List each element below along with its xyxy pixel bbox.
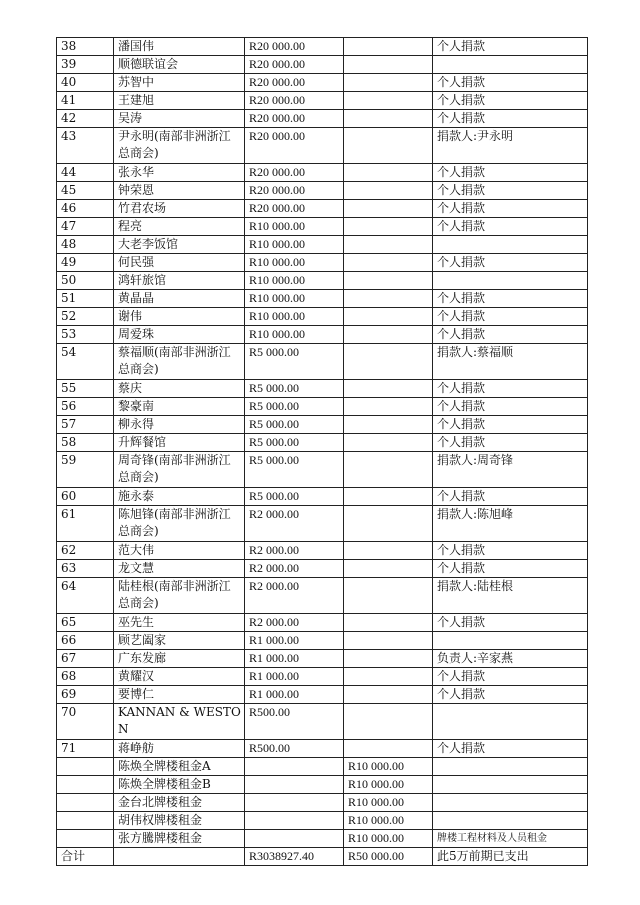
donor-name-cell: 广东发廊 [114, 650, 245, 668]
donation-amount-cell: R5 000.00 [245, 434, 344, 452]
donation-amount-cell: R5 000.00 [245, 398, 344, 416]
row-number-cell: 47 [57, 218, 114, 236]
rent-amount-cell [344, 290, 433, 308]
rent-amount-cell [344, 686, 433, 704]
donor-name-cell: 范大伟 [114, 542, 245, 560]
donor-name-cell: 鸿轩旅馆 [114, 272, 245, 290]
donor-name-cell: 黎豪南 [114, 398, 245, 416]
donor-name-cell [114, 848, 245, 866]
donor-name-cell: 周奇锋(南部非洲浙江总商会) [114, 452, 245, 488]
donor-name-cell: 张方騰牌楼租金 [114, 830, 245, 848]
table-row [57, 506, 588, 542]
row-number-cell: 60 [57, 488, 114, 506]
table-row [57, 776, 588, 794]
row-number-cell: 57 [57, 416, 114, 434]
table-row [57, 128, 588, 164]
remark-cell [433, 812, 588, 830]
donation-amount-cell: R10 000.00 [245, 236, 344, 254]
row-number-cell: 64 [57, 578, 114, 614]
table-row [57, 686, 588, 704]
table-row [57, 848, 588, 866]
table-row [57, 272, 588, 290]
rent-amount-cell [344, 92, 433, 110]
donor-name-cell: 张永华 [114, 164, 245, 182]
rent-amount-cell [344, 182, 433, 200]
donor-name-cell: 黄晶晶 [114, 290, 245, 308]
donor-name-cell: 柳永得 [114, 416, 245, 434]
remark-cell: 捐款人:蔡福顺 [433, 344, 588, 380]
row-number-cell: 54 [57, 344, 114, 380]
donation-amount-cell: R20 000.00 [245, 110, 344, 128]
table-row [57, 650, 588, 668]
table-row [57, 326, 588, 344]
rent-amount-cell [344, 236, 433, 254]
remark-cell: 个人捐款 [433, 92, 588, 110]
rent-amount-cell [344, 164, 433, 182]
remark-cell [433, 236, 588, 254]
donation-amount-cell: R1 000.00 [245, 686, 344, 704]
remark-cell: 个人捐款 [433, 614, 588, 632]
donation-amount-cell: R5 000.00 [245, 380, 344, 398]
table-row [57, 398, 588, 416]
donation-amount-cell: R2 000.00 [245, 542, 344, 560]
donation-amount-cell: R5 000.00 [245, 488, 344, 506]
rent-amount-cell [344, 416, 433, 434]
donor-name-cell: 蔡庆 [114, 380, 245, 398]
rent-amount-cell [344, 308, 433, 326]
table-row [57, 614, 588, 632]
rent-amount-cell [344, 650, 433, 668]
rent-amount-cell: R50 000.00 [344, 848, 433, 866]
donor-name-cell: 程亮 [114, 218, 245, 236]
table-row [57, 560, 588, 578]
row-number-cell: 65 [57, 614, 114, 632]
table-row [57, 758, 588, 776]
row-number-cell [57, 758, 114, 776]
donation-amount-cell: R1 000.00 [245, 668, 344, 686]
row-number-cell: 59 [57, 452, 114, 488]
remark-cell [433, 776, 588, 794]
rent-amount-cell [344, 74, 433, 92]
donation-amount-cell: R5 000.00 [245, 344, 344, 380]
donation-amount-cell: R10 000.00 [245, 272, 344, 290]
donation-amount-cell: R5 000.00 [245, 416, 344, 434]
rent-amount-cell: R10 000.00 [344, 812, 433, 830]
donation-amount-cell: R10 000.00 [245, 254, 344, 272]
donation-amount-cell: R1 000.00 [245, 650, 344, 668]
row-number-cell: 49 [57, 254, 114, 272]
rent-amount-cell: R10 000.00 [344, 830, 433, 848]
row-number-cell: 55 [57, 380, 114, 398]
donor-name-cell: 尹永明(南部非洲浙江总商会) [114, 128, 245, 164]
donation-amount-cell [245, 758, 344, 776]
rent-amount-cell [344, 578, 433, 614]
row-number-cell: 67 [57, 650, 114, 668]
row-number-cell: 51 [57, 290, 114, 308]
row-number-cell: 69 [57, 686, 114, 704]
remark-cell [433, 794, 588, 812]
row-number-cell: 44 [57, 164, 114, 182]
rent-amount-cell [344, 398, 433, 416]
row-number-cell: 38 [57, 38, 114, 56]
rent-amount-cell [344, 506, 433, 542]
table-row [57, 794, 588, 812]
table-row [57, 542, 588, 560]
donation-amount-cell: R500.00 [245, 704, 344, 740]
donation-amount-cell [245, 794, 344, 812]
table-row [57, 308, 588, 326]
donor-name-cell: 施永泰 [114, 488, 245, 506]
donation-table-body [57, 38, 588, 866]
rent-amount-cell [344, 200, 433, 218]
remark-cell [433, 272, 588, 290]
rent-amount-cell [344, 560, 433, 578]
row-number-cell: 52 [57, 308, 114, 326]
table-row [57, 740, 588, 758]
row-number-cell [57, 830, 114, 848]
row-number-cell [57, 794, 114, 812]
donor-name-cell: 蔡福顺(南部非洲浙江总商会) [114, 344, 245, 380]
row-number-cell: 63 [57, 560, 114, 578]
donor-name-cell: 龙文慧 [114, 560, 245, 578]
donor-name-cell: 胡伟权牌楼租金 [114, 812, 245, 830]
row-number-cell: 50 [57, 272, 114, 290]
table-row [57, 110, 588, 128]
remark-cell: 个人捐款 [433, 290, 588, 308]
rent-amount-cell [344, 218, 433, 236]
donation-amount-cell: R20 000.00 [245, 38, 344, 56]
donor-name-cell: 潘国伟 [114, 38, 245, 56]
donor-name-cell: 巫先生 [114, 614, 245, 632]
donation-amount-cell: R2 000.00 [245, 506, 344, 542]
donor-name-cell: KANNAN & WESTON [114, 704, 245, 740]
donation-amount-cell: R10 000.00 [245, 290, 344, 308]
remark-cell: 个人捐款 [433, 182, 588, 200]
row-number-cell: 56 [57, 398, 114, 416]
donor-name-cell: 吴涛 [114, 110, 245, 128]
donation-amount-cell: R5 000.00 [245, 452, 344, 488]
remark-cell: 捐款人:陆桂根 [433, 578, 588, 614]
row-number-cell: 61 [57, 506, 114, 542]
table-row [57, 578, 588, 614]
table-row [57, 380, 588, 398]
remark-cell [433, 758, 588, 776]
remark-cell: 个人捐款 [433, 74, 588, 92]
remark-cell: 个人捐款 [433, 254, 588, 272]
donation-amount-cell: R20 000.00 [245, 56, 344, 74]
remark-cell: 捐款人:尹永明 [433, 128, 588, 164]
remark-cell [433, 632, 588, 650]
rent-amount-cell [344, 704, 433, 740]
row-number-cell: 48 [57, 236, 114, 254]
remark-cell [433, 704, 588, 740]
donor-name-cell: 大老李饭馆 [114, 236, 245, 254]
donor-name-cell: 钟荣恩 [114, 182, 245, 200]
remark-cell: 牌楼工程材料及人员租金 [433, 830, 588, 848]
remark-cell: 个人捐款 [433, 740, 588, 758]
rent-amount-cell [344, 668, 433, 686]
donor-name-cell: 要博仁 [114, 686, 245, 704]
remark-cell: 捐款人:周奇锋 [433, 452, 588, 488]
rent-amount-cell: R10 000.00 [344, 758, 433, 776]
row-number-cell [57, 776, 114, 794]
rent-amount-cell [344, 488, 433, 506]
donor-name-cell: 顺德联谊会 [114, 56, 245, 74]
remark-cell: 个人捐款 [433, 668, 588, 686]
table-row [57, 218, 588, 236]
table-row [57, 56, 588, 74]
remark-cell: 个人捐款 [433, 560, 588, 578]
donation-amount-cell: R2 000.00 [245, 578, 344, 614]
rent-amount-cell [344, 38, 433, 56]
table-row [57, 416, 588, 434]
donation-amount-cell: R20 000.00 [245, 164, 344, 182]
donation-amount-cell: R2 000.00 [245, 560, 344, 578]
rent-amount-cell [344, 326, 433, 344]
donor-name-cell: 金台北牌楼租金 [114, 794, 245, 812]
rent-amount-cell [344, 110, 433, 128]
donation-amount-cell: R10 000.00 [245, 326, 344, 344]
donor-name-cell: 苏智中 [114, 74, 245, 92]
donation-amount-cell: R500.00 [245, 740, 344, 758]
donor-name-cell: 王建旭 [114, 92, 245, 110]
rent-amount-cell [344, 56, 433, 74]
remark-cell: 个人捐款 [433, 380, 588, 398]
table-row [57, 812, 588, 830]
rent-amount-cell [344, 254, 433, 272]
table-row [57, 164, 588, 182]
table-row [57, 452, 588, 488]
donor-name-cell: 陈焕全牌楼租金B [114, 776, 245, 794]
rent-amount-cell [344, 740, 433, 758]
row-number-cell: 40 [57, 74, 114, 92]
row-number-cell: 53 [57, 326, 114, 344]
donor-name-cell: 何民强 [114, 254, 245, 272]
table-row [57, 74, 588, 92]
row-number-cell: 68 [57, 668, 114, 686]
donation-amount-cell [245, 776, 344, 794]
donation-amount-cell: R10 000.00 [245, 218, 344, 236]
donation-amount-cell: R20 000.00 [245, 92, 344, 110]
donation-amount-cell: R20 000.00 [245, 74, 344, 92]
remark-cell [433, 56, 588, 74]
remark-cell: 个人捐款 [433, 542, 588, 560]
donor-name-cell: 顾艺阖家 [114, 632, 245, 650]
remark-cell: 个人捐款 [433, 326, 588, 344]
donation-amount-cell [245, 830, 344, 848]
remark-cell: 个人捐款 [433, 488, 588, 506]
row-number-cell: 70 [57, 704, 114, 740]
donor-name-cell: 周爱珠 [114, 326, 245, 344]
row-number-cell: 66 [57, 632, 114, 650]
donor-name-cell: 谢伟 [114, 308, 245, 326]
donation-amount-cell [245, 812, 344, 830]
donation-amount-cell: R10 000.00 [245, 308, 344, 326]
donor-name-cell: 陈焕全牌楼租金A [114, 758, 245, 776]
row-number-cell: 46 [57, 200, 114, 218]
remark-cell: 个人捐款 [433, 110, 588, 128]
table-row [57, 344, 588, 380]
rent-amount-cell [344, 542, 433, 560]
table-row [57, 434, 588, 452]
donor-name-cell: 黄耀汉 [114, 668, 245, 686]
donation-amount-cell: R1 000.00 [245, 632, 344, 650]
row-number-cell: 62 [57, 542, 114, 560]
row-number-cell: 42 [57, 110, 114, 128]
donation-amount-cell: R3038927.40 [245, 848, 344, 866]
remark-cell: 个人捐款 [433, 218, 588, 236]
remark-cell: 个人捐款 [433, 416, 588, 434]
rent-amount-cell [344, 434, 433, 452]
row-number-cell: 45 [57, 182, 114, 200]
remark-cell: 个人捐款 [433, 398, 588, 416]
row-number-cell: 43 [57, 128, 114, 164]
rent-amount-cell [344, 632, 433, 650]
table-row [57, 92, 588, 110]
donor-name-cell: 陆桂根(南部非洲浙江总商会) [114, 578, 245, 614]
remark-cell: 此5万前期已支出 [433, 848, 588, 866]
row-number-cell: 71 [57, 740, 114, 758]
row-number-cell: 39 [57, 56, 114, 74]
donor-name-cell: 陈旭锋(南部非洲浙江总商会) [114, 506, 245, 542]
rent-amount-cell [344, 272, 433, 290]
donor-name-cell: 竹君农场 [114, 200, 245, 218]
table-row [57, 704, 588, 740]
remark-cell: 个人捐款 [433, 308, 588, 326]
table-row [57, 830, 588, 848]
rent-amount-cell: R10 000.00 [344, 794, 433, 812]
table-row [57, 254, 588, 272]
row-number-cell: 58 [57, 434, 114, 452]
remark-cell: 捐款人:陈旭峰 [433, 506, 588, 542]
table-row [57, 182, 588, 200]
remark-cell: 个人捐款 [433, 38, 588, 56]
remark-cell: 个人捐款 [433, 200, 588, 218]
row-number-cell [57, 812, 114, 830]
rent-amount-cell [344, 128, 433, 164]
remark-cell: 个人捐款 [433, 686, 588, 704]
donor-name-cell: 蒋峥舫 [114, 740, 245, 758]
row-number-cell: 41 [57, 92, 114, 110]
table-row [57, 38, 588, 56]
table-row [57, 236, 588, 254]
table-row [57, 200, 588, 218]
donor-name-cell: 升辉餐馆 [114, 434, 245, 452]
remark-cell: 负责人:辛家燕 [433, 650, 588, 668]
row-number-cell: 合计 [57, 848, 114, 866]
donation-amount-cell: R2 000.00 [245, 614, 344, 632]
remark-cell: 个人捐款 [433, 434, 588, 452]
donation-amount-cell: R20 000.00 [245, 200, 344, 218]
donation-amount-cell: R20 000.00 [245, 182, 344, 200]
donation-amount-cell: R20 000.00 [245, 128, 344, 164]
rent-amount-cell [344, 614, 433, 632]
rent-amount-cell [344, 452, 433, 488]
rent-amount-cell: R10 000.00 [344, 776, 433, 794]
table-row [57, 632, 588, 650]
donation-table [56, 37, 588, 866]
rent-amount-cell [344, 344, 433, 380]
table-row [57, 668, 588, 686]
table-row [57, 290, 588, 308]
remark-cell: 个人捐款 [433, 164, 588, 182]
table-row [57, 488, 588, 506]
rent-amount-cell [344, 380, 433, 398]
